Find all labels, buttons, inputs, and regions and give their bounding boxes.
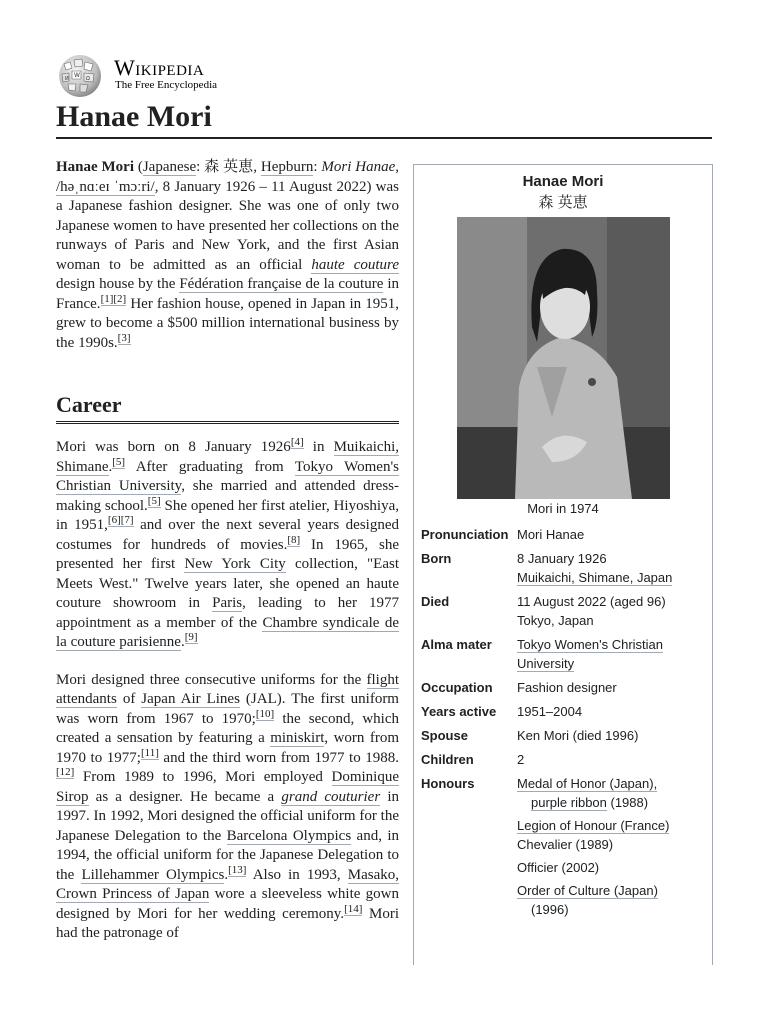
label-spouse: Spouse bbox=[421, 728, 468, 743]
lead-text-4: Her fashion house, opened in Japan in 1951, grew to become a $500 million international business by the 1990s. bbox=[56, 295, 399, 351]
label-children: Children bbox=[421, 752, 474, 767]
ref-3[interactable]: [3] bbox=[117, 331, 131, 344]
text: (JAL). The first uniform was worn from 1967 to 1970; bbox=[56, 691, 399, 727]
site-header bbox=[56, 54, 356, 98]
career-paragraph-1 bbox=[56, 438, 399, 653]
lead-text-2: design house by the bbox=[56, 276, 180, 292]
link-order-of-culture[interactable]: Order of Culture (Japan) bbox=[517, 883, 658, 898]
label-born: Born bbox=[421, 551, 452, 566]
text: . bbox=[224, 866, 229, 883]
ref-2[interactable]: [2] bbox=[113, 292, 127, 305]
link-japanese[interactable]: Japanese bbox=[142, 159, 197, 175]
order-of-culture-year: (1996) bbox=[531, 902, 569, 917]
text: . bbox=[180, 634, 185, 650]
link-paris[interactable]: Paris bbox=[212, 595, 243, 611]
link-purple-ribbon[interactable]: purple ribbon bbox=[531, 795, 607, 810]
row-died bbox=[421, 590, 707, 633]
text: Mori designed three consecutive uniforms for the bbox=[56, 671, 367, 688]
text: From 1989 to 1996, Mori employed bbox=[74, 769, 332, 785]
wikipedia-tagline: The Free Encyclopedia bbox=[115, 79, 218, 91]
ref-5b[interactable]: [5] bbox=[147, 494, 161, 507]
ref-11[interactable]: [11] bbox=[140, 746, 159, 759]
ref-7[interactable]: [7] bbox=[120, 514, 134, 526]
infobox-name: Hanae Mori bbox=[522, 173, 604, 190]
ref-6[interactable]: [6] bbox=[107, 514, 121, 526]
infobox-table bbox=[421, 523, 707, 922]
wikipedia-wordmark[interactable]: Wikipedia bbox=[114, 55, 205, 80]
link-grand-couturier[interactable]: grand couturier bbox=[281, 788, 381, 805]
link-alma-mater[interactable]: Tokyo Women's Christian University bbox=[517, 637, 664, 671]
career-heading: Career bbox=[56, 391, 399, 424]
born-date: 8 January 1926 bbox=[517, 551, 607, 566]
text: In 1965, she presented her first bbox=[56, 536, 399, 572]
link-barcelona-olympics[interactable]: Barcelona Olympics bbox=[226, 827, 352, 844]
text: , she married and attended dress-making school. bbox=[56, 478, 399, 514]
career-paragraph-2 bbox=[56, 671, 399, 944]
text: Mori was born on 8 January 1926 bbox=[56, 439, 291, 455]
text: in bbox=[303, 439, 334, 455]
legion-chevalier: Chevalier (1989) bbox=[517, 837, 614, 852]
value-alma-mater bbox=[517, 633, 707, 676]
portrait-photo[interactable] bbox=[457, 217, 670, 499]
link-masako[interactable]: Masako, Crown Princess of Japan bbox=[56, 866, 399, 902]
text: in 1997. In 1992, Mori designed the official uniform for the Japanese Delegation to the bbox=[56, 788, 399, 844]
link-dominique-sirop[interactable]: Dominique Sirop bbox=[56, 769, 399, 805]
text: Also in 1993, bbox=[246, 866, 348, 883]
value-died bbox=[517, 590, 707, 633]
text: and the third worn from 1977 to 1988. bbox=[158, 749, 400, 766]
row-years-active bbox=[421, 700, 707, 724]
ref-8[interactable]: [8] bbox=[287, 533, 301, 546]
died-date: 11 August 2022 (aged 96) bbox=[517, 594, 666, 609]
link-federation[interactable]: Fédération française de la couture bbox=[179, 276, 384, 292]
text: Mori had the patronage of bbox=[56, 905, 399, 941]
lead-text-1: , 8 January 1926 – 11 August 2022) was a Japanese fashion designer. She was one of only two Japanese women to have presented her collections on the runways of Paris and New York, and the first Asian woman to be admitted as an official bbox=[56, 178, 399, 273]
legion-officier: Officier (2002) bbox=[517, 860, 600, 875]
infobox bbox=[413, 164, 713, 965]
ref-5[interactable]: [5] bbox=[112, 455, 126, 468]
svg-text:Ω: Ω bbox=[86, 76, 90, 82]
wikipedia-globe-icon[interactable] bbox=[56, 54, 104, 98]
label-honours: Honours bbox=[421, 776, 475, 791]
text: She opened her first atelier, Hiyoshiya, in 1951, bbox=[56, 497, 399, 533]
romaji-name: Mori Hanae bbox=[321, 159, 396, 175]
ref-1[interactable]: [1] bbox=[100, 292, 114, 305]
ref-12[interactable]: [12] bbox=[56, 766, 75, 778]
value-born bbox=[517, 547, 707, 590]
value-children: 2 bbox=[517, 752, 525, 767]
ref-9[interactable]: [9] bbox=[184, 631, 198, 643]
link-hepburn[interactable]: Hepburn bbox=[260, 159, 314, 175]
row-occupation bbox=[421, 676, 707, 700]
article-body bbox=[56, 158, 399, 944]
link-nyc[interactable]: New York City bbox=[184, 556, 286, 572]
text: collection, "East Meets West." Twelve years later, she opened an haute couture showroom in bbox=[56, 556, 399, 611]
ref-14[interactable]: [14] bbox=[344, 902, 363, 915]
text: and, in 1994, the official uniform for the Japanese Delegation to the bbox=[56, 827, 399, 883]
row-honours bbox=[421, 772, 707, 922]
ref-4[interactable]: [4] bbox=[290, 436, 304, 448]
label-died: Died bbox=[421, 594, 450, 609]
row-born bbox=[421, 547, 707, 590]
svg-text:W: W bbox=[74, 72, 80, 79]
text: , worn from 1970 to 1977; bbox=[56, 730, 399, 766]
ipa-pronunciation[interactable]: /həˌnɑːeɪ ˈmɔːri/ bbox=[56, 178, 155, 195]
link-twcu[interactable]: Tokyo Women's Christian University bbox=[56, 458, 399, 494]
purple-ribbon-year: (1988) bbox=[606, 795, 649, 810]
value-pronunciation: Mori Hanae bbox=[517, 527, 585, 542]
infobox-native-name: 森 英恵 bbox=[538, 194, 588, 211]
label-alma-mater: Alma mater bbox=[421, 637, 492, 652]
link-miniskirt[interactable]: miniskirt bbox=[270, 730, 325, 746]
ref-13[interactable]: [13] bbox=[228, 863, 247, 876]
row-alma-mater bbox=[421, 633, 707, 676]
link-legion-of-honour[interactable]: Legion of Honour (France) bbox=[517, 818, 670, 833]
text: of bbox=[116, 691, 142, 707]
row-pronunciation bbox=[421, 523, 707, 547]
value-spouse: Ken Mori (died 1996) bbox=[517, 728, 639, 743]
page-title: Hanae Mori bbox=[56, 98, 712, 139]
text: . bbox=[108, 458, 113, 475]
value-honours bbox=[517, 772, 707, 922]
text: After graduating from bbox=[125, 458, 295, 475]
died-place: Tokyo, Japan bbox=[517, 613, 594, 628]
row-spouse bbox=[421, 724, 707, 748]
label-occupation: Occupation bbox=[421, 680, 493, 695]
link-medal-of-honor[interactable]: Medal of Honor (Japan), bbox=[517, 776, 658, 791]
svg-text:И: И bbox=[65, 76, 69, 82]
value-occupation: Fashion designer bbox=[517, 680, 617, 695]
link-muikaichi[interactable]: Muikaichi, Shimane bbox=[56, 439, 399, 475]
text: , leading to her 1977 appointment as a member of the bbox=[56, 595, 399, 631]
lead-text-3: in France. bbox=[56, 276, 399, 312]
lead-paragraph: Hanae Mori (Japanese: 森 英恵, Hepburn: Mori Hanae, /həˌnɑːeɪ ˈmɔːri/, 8 January 1926 – 11 August 2022) was a Japanese fashion designer. She was one of only two Japanese women to have presented her collections on the runways of Paris and New York, and the first Asian woman to be admitted as an official haute couture design house by the Fédération française de la couture in France.[1][2] Her fashion house, opened in Japan in 1951, grew to become a $500 million international business by the 1990s.[3] bbox=[56, 159, 399, 351]
kanji-name: 森 英恵 bbox=[204, 159, 254, 175]
text: wore a sleeveless white gown designed by Mori for her wedding ceremony. bbox=[56, 886, 400, 922]
label-years-active: Years active bbox=[421, 704, 497, 719]
link-born-place[interactable]: Muikaichi, Shimane, Japan bbox=[517, 570, 673, 585]
ref-10[interactable]: [10] bbox=[255, 707, 275, 720]
label-pronunciation: Pronunciation bbox=[421, 527, 509, 542]
text: the second, which created a sensation by featuring a bbox=[56, 710, 399, 746]
link-jal[interactable]: Japan Air Lines bbox=[141, 691, 240, 707]
text: and over the next several years designed costumes for hundreds of movies. bbox=[56, 517, 399, 553]
link-lillehammer-olympics[interactable]: Lillehammer Olympics bbox=[81, 866, 225, 883]
text: as a designer. He became a bbox=[88, 788, 282, 805]
link-flight-attendants[interactable]: flight attendants bbox=[56, 671, 399, 707]
value-years-active: 1951–2004 bbox=[517, 704, 583, 719]
link-chambre-syndicale[interactable]: Chambre syndicale de la couture parisienne bbox=[56, 614, 399, 650]
row-children bbox=[421, 748, 707, 772]
subject-name: Hanae Mori bbox=[56, 159, 134, 175]
link-haute-couture[interactable]: haute couture bbox=[311, 256, 399, 273]
photo-caption: Mori in 1974 bbox=[527, 501, 599, 516]
